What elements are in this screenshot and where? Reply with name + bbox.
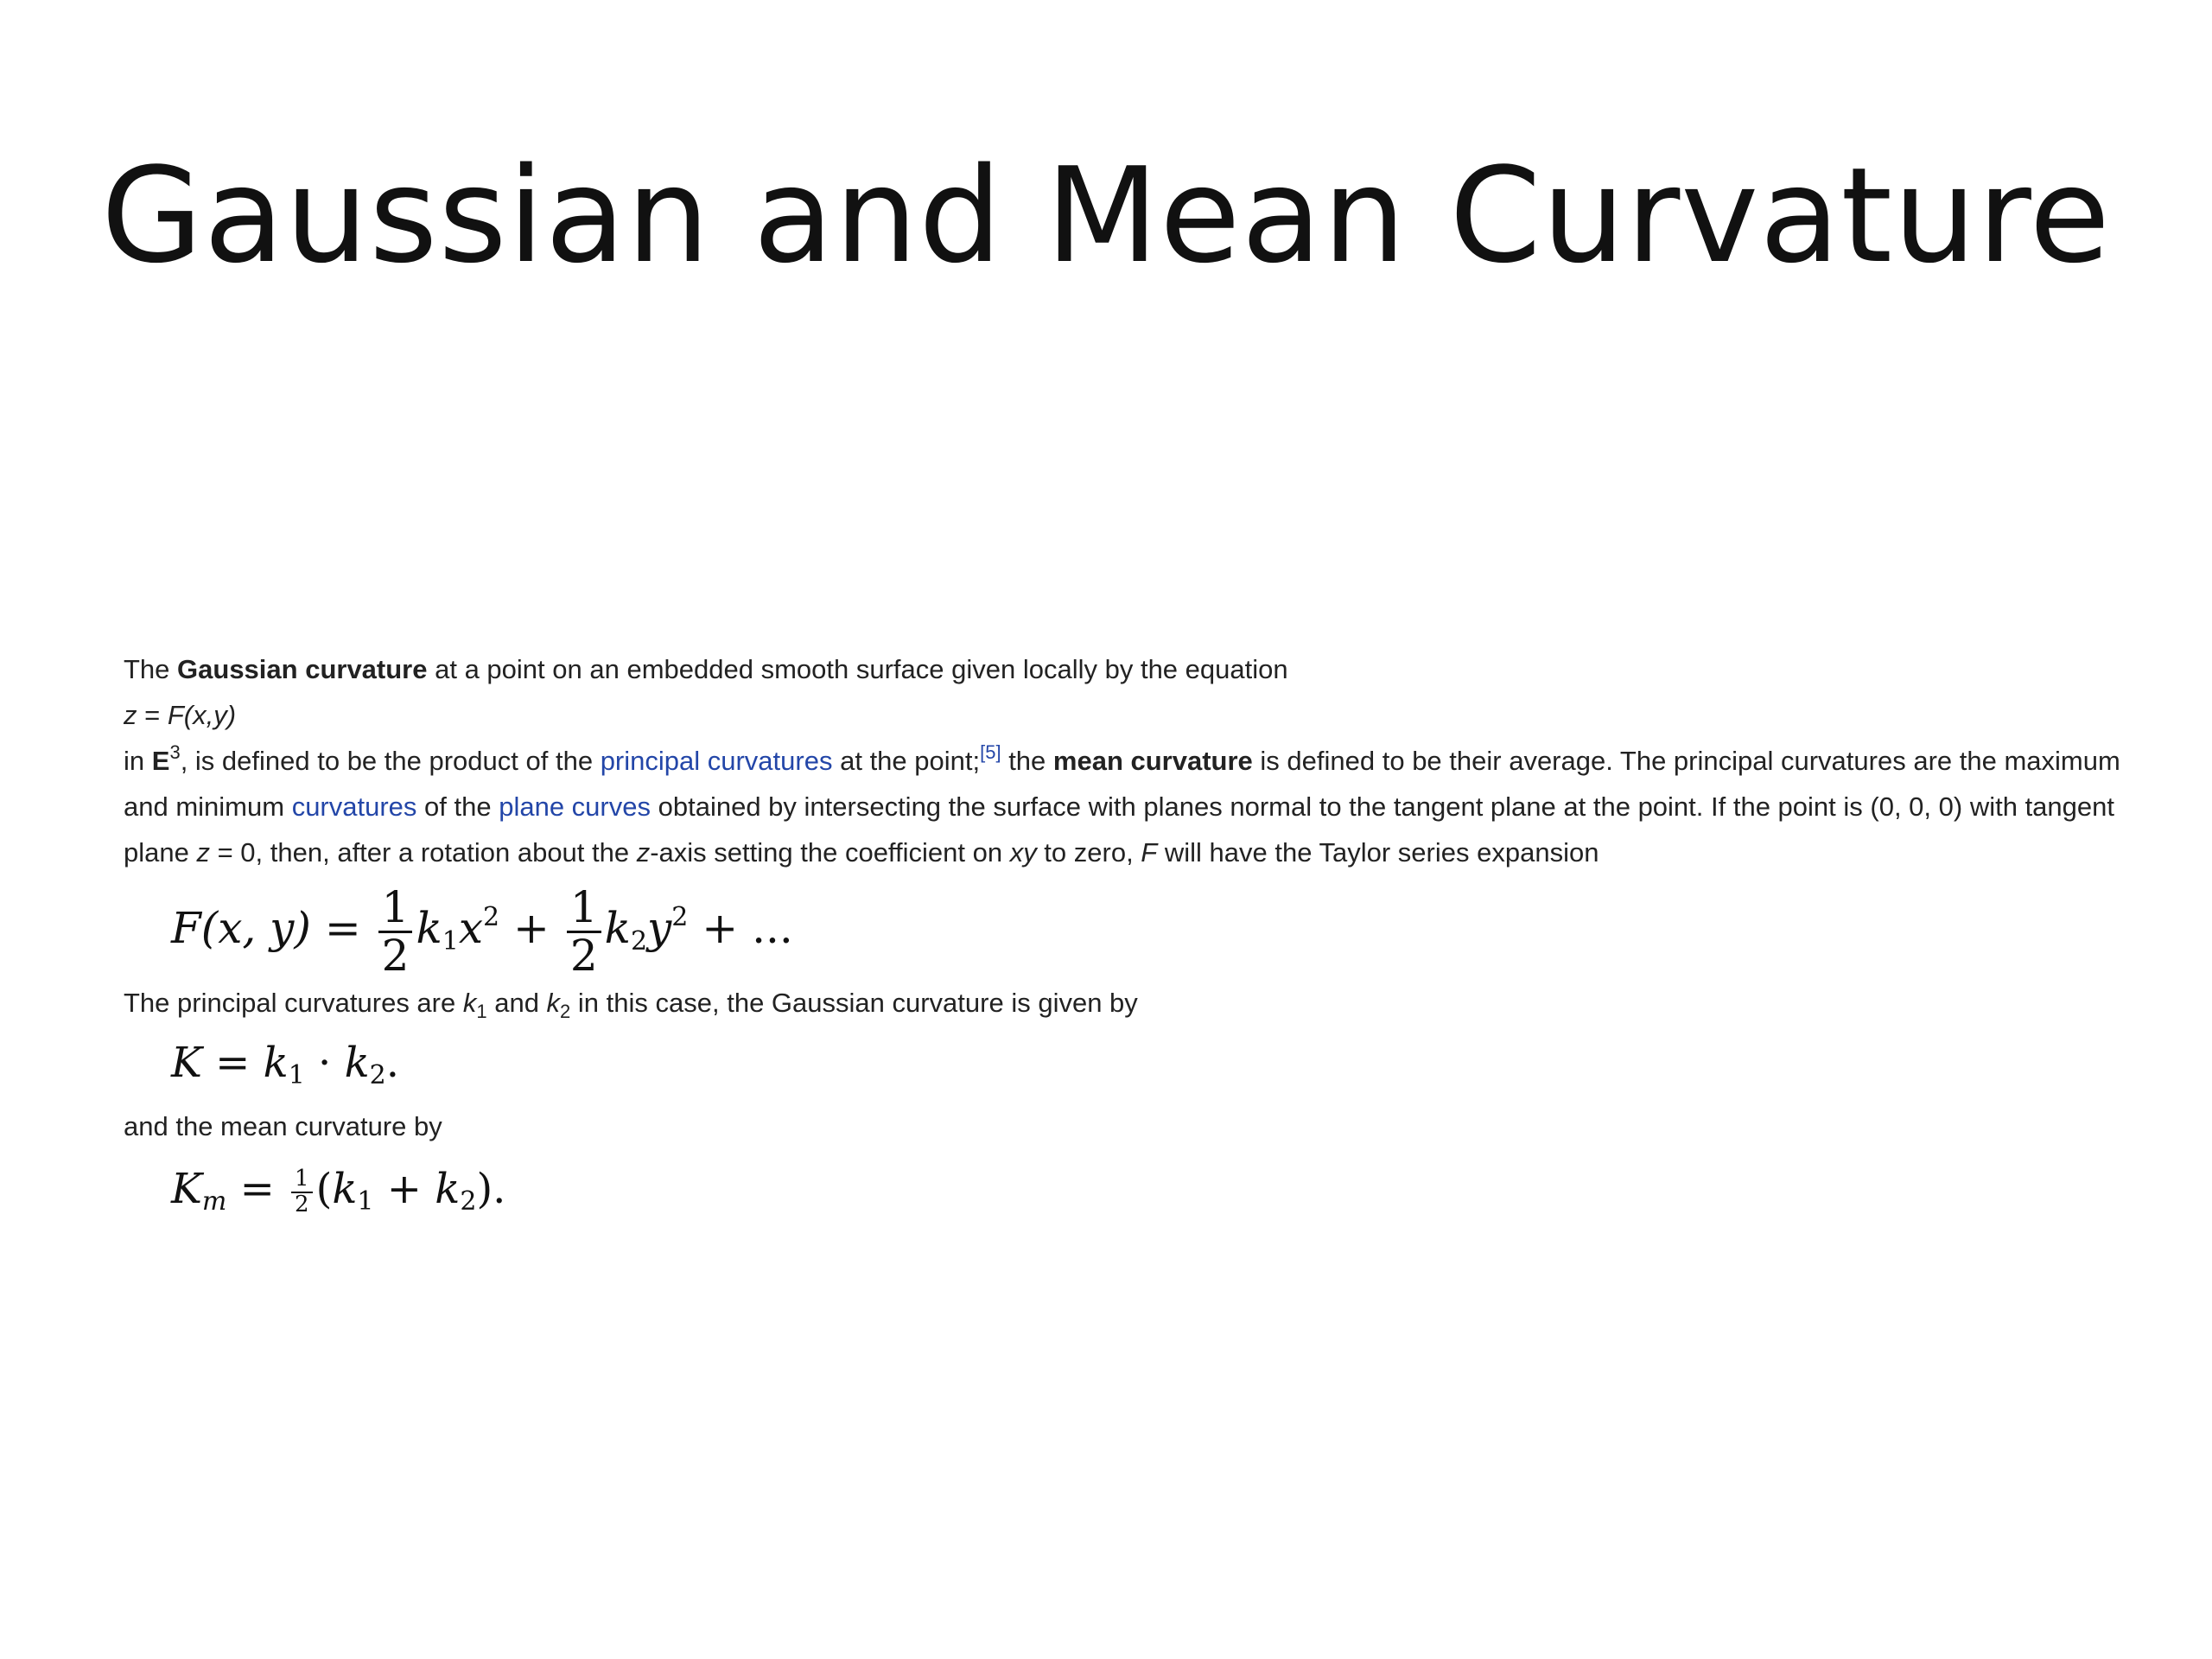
para-text: the <box>1001 746 1053 776</box>
fraction <box>567 882 601 981</box>
link-curvatures[interactable]: curvatures <box>291 791 417 822</box>
subscript: 1 <box>442 926 459 957</box>
open-paren: ( <box>315 1165 333 1213</box>
eq-args: (x,y) <box>183 700 237 730</box>
subscript: 2 <box>369 1060 386 1090</box>
para-text: -axis setting the coefficient on <box>650 837 1010 868</box>
eq-F: F <box>167 700 184 730</box>
var-k: k <box>332 1165 358 1213</box>
fraction-denominator: 2 <box>569 930 598 981</box>
fraction-numerator: 1 <box>291 1167 313 1192</box>
var-k: k <box>263 1039 289 1087</box>
definition-paragraph <box>124 738 2137 875</box>
var-z: z <box>196 837 210 868</box>
close-paren: ). <box>476 1165 506 1213</box>
para-text: in <box>124 746 152 776</box>
var-F: F <box>1141 837 1158 868</box>
subscript: 1 <box>357 1186 374 1217</box>
dot-operator: · <box>304 1039 345 1087</box>
eq-equals: = <box>137 700 168 730</box>
para-text: = 0, then, after a rotation about the <box>209 837 637 868</box>
citation-link-5[interactable]: [5] <box>980 741 1001 763</box>
para-text: , is defined to be the product of the <box>180 746 601 776</box>
para-text: of the <box>416 791 499 822</box>
para-text: is defined to be their average. The principal curvatures are the maximum and minimum <box>124 746 2120 822</box>
var-k: k <box>435 1165 461 1213</box>
var-y: y <box>647 903 672 953</box>
link-principal-curvatures[interactable]: principal curvatures <box>600 746 833 776</box>
superscript: 2 <box>671 902 689 932</box>
para-text: in this case, the Gaussian curvature is given by <box>570 988 1138 1018</box>
equals-sign: = <box>201 1039 264 1087</box>
plus-sign: + <box>373 1165 435 1213</box>
fraction <box>291 1167 313 1217</box>
slide-title: Gaussian and Mean Curvature <box>100 139 2112 292</box>
intro-paragraph <box>124 646 2137 692</box>
superscript: 3 <box>169 741 181 763</box>
fraction-numerator: 1 <box>567 885 601 933</box>
surface-equation <box>124 692 2137 738</box>
var-k: k <box>546 988 561 1018</box>
fraction-numerator: 1 <box>378 885 413 933</box>
subscript: 1 <box>288 1060 305 1090</box>
var-xy: xy <box>1009 837 1037 868</box>
fraction <box>378 882 413 981</box>
subscript: 2 <box>560 1001 571 1023</box>
period: . <box>385 1039 400 1087</box>
article-excerpt <box>124 646 2137 1224</box>
plus-sign: + <box>499 903 563 953</box>
para-text: to zero, <box>1036 837 1141 868</box>
link-plane-curves[interactable]: plane curves <box>499 791 651 822</box>
subscript: 2 <box>460 1186 477 1217</box>
var-K: K <box>171 1165 202 1213</box>
superscript: 2 <box>483 902 500 932</box>
var-K: K <box>171 1039 202 1087</box>
var-k: k <box>462 988 477 1018</box>
gaussian-curvature-formula <box>171 1033 2137 1093</box>
eq-z: z <box>124 700 137 730</box>
fraction-denominator: 2 <box>295 1191 309 1217</box>
var-k: k <box>416 903 442 953</box>
para-text: at the point; <box>832 746 981 776</box>
formula-lhs: F(x, y) = <box>171 903 375 953</box>
para-text: will have the Taylor series expansion <box>1157 837 1599 868</box>
euclidean-space-symbol: E <box>151 746 170 776</box>
subscript: m <box>201 1186 227 1217</box>
var-k: k <box>344 1039 370 1087</box>
var-k: k <box>604 903 631 953</box>
ellipsis-term: + ... <box>688 903 793 953</box>
var-x: x <box>458 903 484 953</box>
intro-text-1: The <box>124 654 178 684</box>
var-z: z <box>636 837 651 868</box>
principal-curvatures-sentence <box>124 980 2137 1026</box>
para-text: The principal curvatures are <box>124 988 463 1018</box>
para-text: obtained by intersecting the surface with planes normal to the tangent plane at the point. If the point is (0, 0, 0) with tangent plane <box>124 791 2114 868</box>
subscript: 1 <box>476 1001 487 1023</box>
intro-text-2: at a point on an embedded smooth surface given locally by the equation <box>427 654 1288 684</box>
para-text: and <box>486 988 547 1018</box>
gaussian-curvature-term: Gaussian curvature <box>177 654 428 684</box>
mean-curvature-sentence: and the mean curvature by <box>124 1111 442 1141</box>
mean-curvature-formula <box>171 1154 2137 1224</box>
taylor-expansion-formula <box>171 880 2137 981</box>
subscript: 2 <box>630 926 648 957</box>
mean-curvature-term: mean curvature <box>1052 746 1253 776</box>
equals-sign: = <box>226 1165 289 1213</box>
fraction-denominator: 2 <box>381 930 410 981</box>
